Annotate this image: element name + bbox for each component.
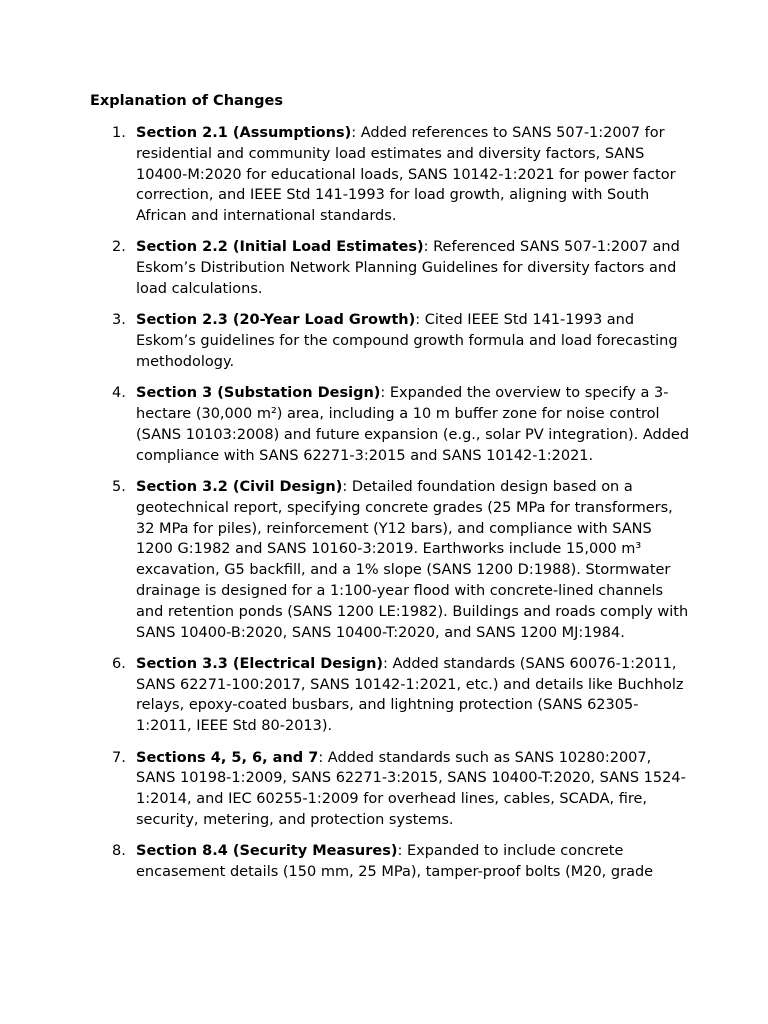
item-heading: Section 2.3 (20-Year Load Growth) [136,312,416,329]
item-number: 1. [112,125,126,141]
list-item [90,748,690,831]
item-text: : Detailed foundation design based on a geotechnical report, specifying concrete grades (25 MPa for transformers, 32 MPa for piles), reinforcement (Y12 bars), and compliance with SANS 1200 G:1982 and SANS 10160-3:2019. Earthworks include 15,000 m³ excavation, G5 backfill, and a 1% slope (SANS 1200 D:1988). Stormwater drainage is designed for a 1:100-year flood with concrete-lined channels and retention ponds (SANS 1200 LE:1982). Buildings and roads comply with SANS 10400-B:2020, SANS 10400-T:2020, and SANS 1200 MJ:1984. [136,478,689,641]
item-text: : Added standards such as SANS 10280:2007, SANS 10198-1:2009, SANS 62271-3:2015, SANS 10400-T:2020, SANS 1524-1:2014, and IEC 60255-1:2009 for overhead lines, cables, SCADA, fire, security, metering, and protection systems. [136,749,686,828]
item-text: : Expanded the overview to specify a 3-hectare (30,000 m²) area, including a 10 m buffer zone for noise control (SANS 10103:2008) and future expansion (e.g., solar PV integration). Added compliance with SANS 62271-3:2015 and SANS 10142-1:2021. [136,385,690,464]
item-heading: Section 2.2 (Initial Load Estimates) [136,239,424,256]
changes-list [90,123,690,883]
document-page [90,91,690,893]
item-number: 3. [112,312,126,329]
item-heading: Section 2.1 (Assumptions) [136,125,352,141]
list-item [90,654,690,737]
item-number: 8. [112,843,126,860]
item-text: : Expanded to include concrete encasement details (150 mm, 25 MPa), tamper-proof bolts (M20, grade [136,843,654,880]
item-number: 5. [112,478,126,495]
item-heading: Section 8.4 (Security Measures) [136,843,398,860]
item-number: 4. [112,385,126,402]
item-text: : Cited IEEE Std 141-1993 and Eskom’s guidelines for the compound growth formula and load forecasting methodology. [136,312,678,370]
list-item [90,477,690,643]
item-heading: Sections 4, 5, 6, and 7 [136,749,319,766]
item-number: 2. [112,239,126,256]
item-heading: Section 3 (Substation Design) [136,385,381,402]
item-text: : Added references to SANS 507-1:2007 for residential and community load estimates and diversity factors, SANS 10400-M:2020 for educational loads, SANS 10142-1:2021 for power factor correction, and IEEE Std 141-1993 for load growth, aligning with South African and international standards. [136,125,676,225]
item-number: 6. [112,655,126,672]
list-item [90,841,690,883]
item-number: 7. [112,749,126,766]
document-title: Explanation of Changes [90,93,283,109]
item-text: : Referenced SANS 507-1:2007 and Eskom’s Distribution Network Planning Guidelines for diversity factors and load calculations. [136,239,680,298]
list-item [90,237,690,299]
list-item [90,123,690,227]
list-item [90,383,690,466]
item-text: : Added standards (SANS 60076-1:2011, SANS 62271-100:2017, SANS 10142-1:2021, etc.) and details like Buchholz relays, epoxy-coated busbars, and lightning protection (SANS 62305-1:2011, IEEE Std 80-2013). [136,655,684,735]
list-item [90,310,690,372]
item-heading: Section 3.3 (Electrical Design) [136,655,384,672]
item-heading: Section 3.2 (Civil Design) [136,478,343,495]
